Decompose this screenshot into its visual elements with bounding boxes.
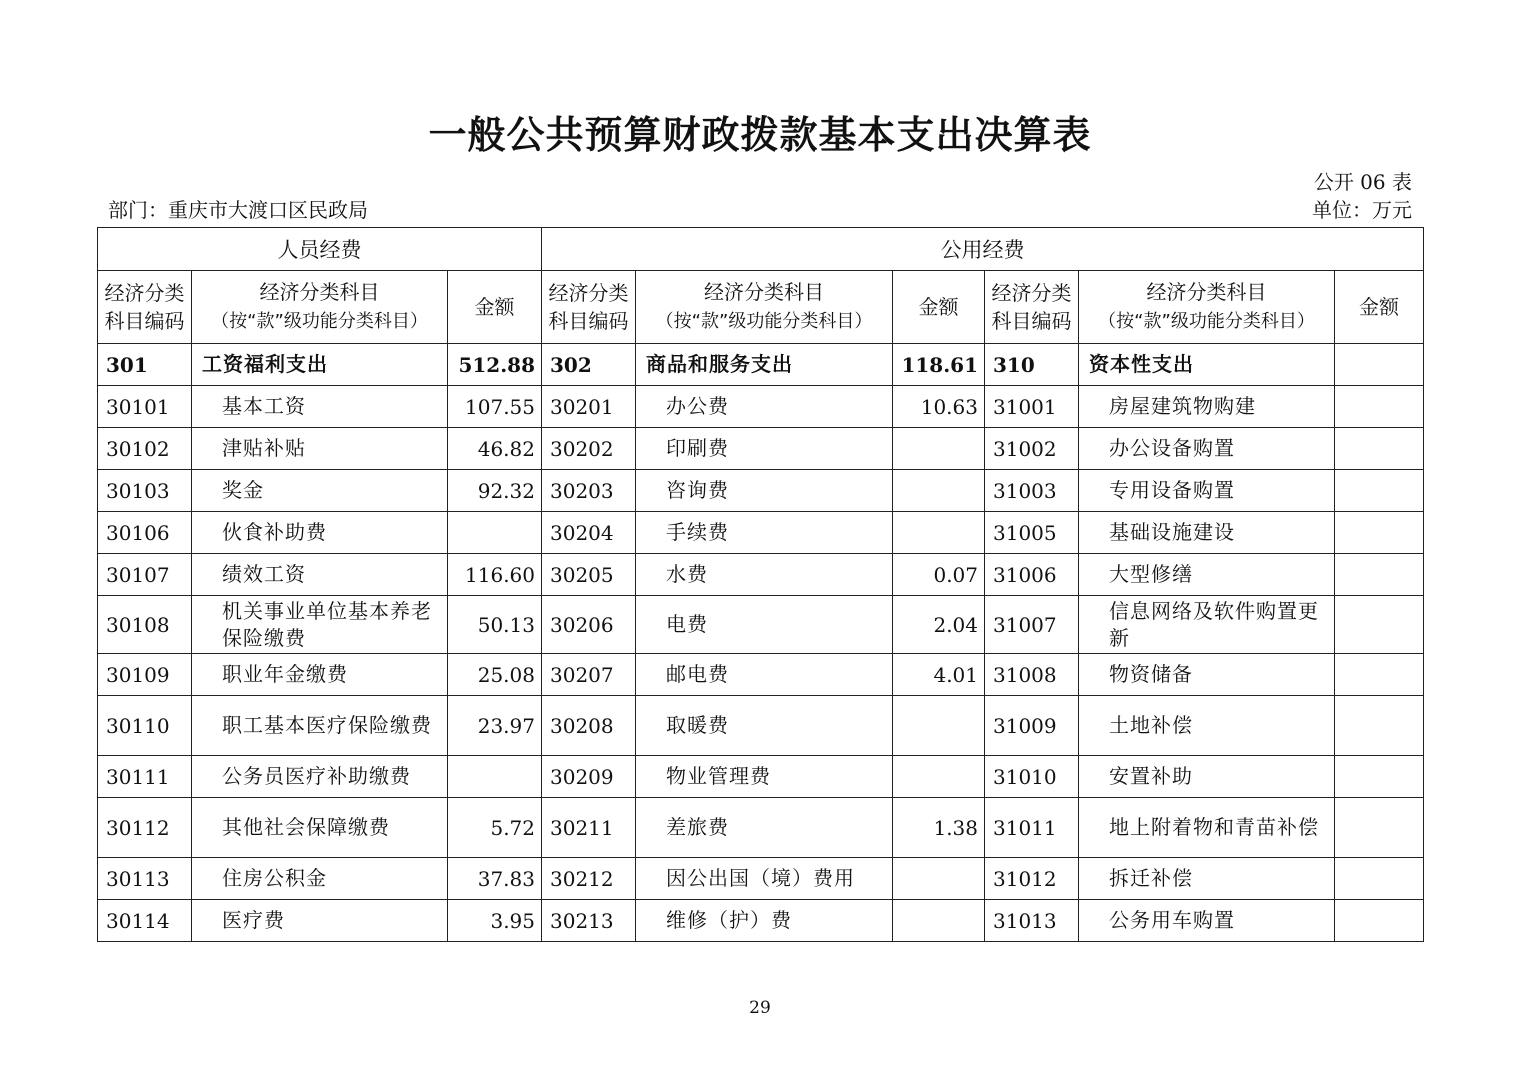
code-cell: 30202	[542, 428, 636, 470]
amount-cell: 37.83	[448, 858, 542, 900]
amount-cell	[893, 858, 985, 900]
subject-cell: 津贴补贴	[192, 428, 448, 470]
amount-cell	[1335, 386, 1424, 428]
amount-cell: 23.97	[448, 696, 542, 756]
amount-cell	[1335, 512, 1424, 554]
code-cell: 30207	[542, 654, 636, 696]
subject-cell: 公务员医疗补助缴费	[192, 756, 448, 798]
table-row	[98, 386, 1424, 428]
code-cell: 30114	[98, 900, 192, 942]
table-row	[98, 344, 1424, 386]
code-cell: 30209	[542, 756, 636, 798]
amount-cell: 1.38	[893, 798, 985, 858]
amount-cell	[893, 470, 985, 512]
department-label: 部门：重庆市大渡口区民政局	[108, 198, 368, 222]
code-cell: 30102	[98, 428, 192, 470]
amount-cell: 46.82	[448, 428, 542, 470]
subject-cell: 基本工资	[192, 386, 448, 428]
amount-cell	[1335, 696, 1424, 756]
amount-cell: 50.13	[448, 596, 542, 654]
amount-cell: 118.61	[893, 344, 985, 386]
code-cell: 30113	[98, 858, 192, 900]
subject-cell: 物业管理费	[636, 756, 893, 798]
code-cell: 301	[98, 344, 192, 386]
amount-cell: 0.07	[893, 554, 985, 596]
table-row	[98, 798, 1424, 858]
table-row	[98, 470, 1424, 512]
code-cell: 31007	[985, 596, 1079, 654]
subject-cell: 奖金	[192, 470, 448, 512]
amount-header: 金额	[893, 271, 985, 344]
subject-cell: 房屋建筑物购建	[1079, 386, 1335, 428]
table-row	[98, 554, 1424, 596]
code-cell: 31001	[985, 386, 1079, 428]
subject-header: 经济分类科目 （按“款”级功能分类科目）	[636, 271, 893, 344]
code-cell: 31008	[985, 654, 1079, 696]
code-cell: 30108	[98, 596, 192, 654]
code-header: 经济分类 科目编码	[985, 271, 1079, 344]
unit-label: 单位：万元	[1312, 198, 1412, 222]
subject-cell: 工资福利支出	[192, 344, 448, 386]
code-cell: 30101	[98, 386, 192, 428]
page-title: 一般公共预算财政拨款基本支出决算表	[428, 113, 1092, 157]
amount-cell: 5.72	[448, 798, 542, 858]
code-cell: 31010	[985, 756, 1079, 798]
table-row	[98, 756, 1424, 798]
subject-cell: 商品和服务支出	[636, 344, 893, 386]
amount-cell	[448, 756, 542, 798]
subject-header: 经济分类科目 （按“款”级功能分类科目）	[192, 271, 448, 344]
code-header: 经济分类 科目编码	[98, 271, 192, 344]
amount-cell	[893, 900, 985, 942]
code-cell: 30103	[98, 470, 192, 512]
subject-cell: 专用设备购置	[1079, 470, 1335, 512]
amount-cell: 4.01	[893, 654, 985, 696]
code-cell: 31003	[985, 470, 1079, 512]
code-cell: 31005	[985, 512, 1079, 554]
amount-cell: 25.08	[448, 654, 542, 696]
code-cell: 31002	[985, 428, 1079, 470]
code-cell: 310	[985, 344, 1079, 386]
code-cell: 30107	[98, 554, 192, 596]
amount-cell: 116.60	[448, 554, 542, 596]
code-cell: 30213	[542, 900, 636, 942]
subject-cell: 办公费	[636, 386, 893, 428]
subject-cell: 因公出国（境）费用	[636, 858, 893, 900]
subject-cell: 印刷费	[636, 428, 893, 470]
amount-cell: 10.63	[893, 386, 985, 428]
page-number: 29	[749, 998, 771, 1018]
subject-cell: 取暖费	[636, 696, 893, 756]
amount-cell	[1335, 798, 1424, 858]
table-row	[98, 654, 1424, 696]
code-cell: 30106	[98, 512, 192, 554]
amount-cell	[1335, 596, 1424, 654]
subject-cell: 差旅费	[636, 798, 893, 858]
subject-cell: 咨询费	[636, 470, 893, 512]
code-cell: 30109	[98, 654, 192, 696]
amount-cell	[1335, 654, 1424, 696]
code-header: 经济分类 科目编码	[542, 271, 636, 344]
form-number: 公开 06 表	[1313, 170, 1412, 194]
amount-cell: 2.04	[893, 596, 985, 654]
subject-cell: 职工基本医疗保险缴费	[192, 696, 448, 756]
table-row	[98, 596, 1424, 654]
subject-cell: 公务用车购置	[1079, 900, 1335, 942]
subject-cell: 办公设备购置	[1079, 428, 1335, 470]
subject-cell: 邮电费	[636, 654, 893, 696]
amount-cell: 92.32	[448, 470, 542, 512]
amount-header: 金额	[1335, 271, 1424, 344]
table-row	[98, 428, 1424, 470]
amount-cell	[1335, 858, 1424, 900]
amount-cell	[1335, 900, 1424, 942]
subject-cell: 信息网络及软件购置更新	[1079, 596, 1335, 654]
subject-cell: 绩效工资	[192, 554, 448, 596]
personnel-header: 人员经费	[98, 228, 542, 271]
code-cell: 31009	[985, 696, 1079, 756]
subject-cell: 其他社会保障缴费	[192, 798, 448, 858]
subject-cell: 医疗费	[192, 900, 448, 942]
table-row	[98, 512, 1424, 554]
code-cell: 31011	[985, 798, 1079, 858]
subject-cell: 拆迁补偿	[1079, 858, 1335, 900]
code-cell: 30110	[98, 696, 192, 756]
amount-cell	[1335, 428, 1424, 470]
code-cell: 31012	[985, 858, 1079, 900]
code-cell: 30204	[542, 512, 636, 554]
subject-cell: 手续费	[636, 512, 893, 554]
amount-cell	[893, 756, 985, 798]
table-row	[98, 900, 1424, 942]
subject-cell: 水费	[636, 554, 893, 596]
subject-cell: 大型修缮	[1079, 554, 1335, 596]
table-row	[98, 696, 1424, 756]
code-cell: 30208	[542, 696, 636, 756]
code-cell: 30211	[542, 798, 636, 858]
subject-header: 经济分类科目 （按“款”级功能分类科目）	[1079, 271, 1335, 344]
subject-cell: 基础设施建设	[1079, 512, 1335, 554]
code-cell: 30112	[98, 798, 192, 858]
public-header: 公用经费	[542, 228, 1424, 271]
subject-cell: 电费	[636, 596, 893, 654]
amount-cell: 3.95	[448, 900, 542, 942]
amount-cell	[893, 512, 985, 554]
subject-cell: 伙食补助费	[192, 512, 448, 554]
code-cell: 30206	[542, 596, 636, 654]
subject-cell: 机关事业单位基本养老保险缴费	[192, 596, 448, 654]
amount-cell	[1335, 756, 1424, 798]
amount-cell	[448, 512, 542, 554]
amount-cell: 512.88	[448, 344, 542, 386]
code-cell: 31013	[985, 900, 1079, 942]
code-cell: 30203	[542, 470, 636, 512]
subject-cell: 资本性支出	[1079, 344, 1335, 386]
code-cell: 30111	[98, 756, 192, 798]
amount-header: 金额	[448, 271, 542, 344]
amount-cell: 107.55	[448, 386, 542, 428]
table-row	[98, 858, 1424, 900]
amount-cell	[1335, 554, 1424, 596]
code-cell: 30201	[542, 386, 636, 428]
subject-cell: 住房公积金	[192, 858, 448, 900]
amount-cell	[893, 428, 985, 470]
code-cell: 31006	[985, 554, 1079, 596]
subject-cell: 地上附着物和青苗补偿	[1079, 798, 1335, 858]
subject-cell: 职业年金缴费	[192, 654, 448, 696]
code-cell: 302	[542, 344, 636, 386]
subject-cell: 安置补助	[1079, 756, 1335, 798]
amount-cell	[1335, 470, 1424, 512]
code-cell: 30212	[542, 858, 636, 900]
subject-cell: 维修（护）费	[636, 900, 893, 942]
amount-cell	[893, 696, 985, 756]
budget-table	[97, 227, 1424, 942]
subject-cell: 土地补偿	[1079, 696, 1335, 756]
subject-cell: 物资储备	[1079, 654, 1335, 696]
amount-cell	[1335, 344, 1424, 386]
code-cell: 30205	[542, 554, 636, 596]
